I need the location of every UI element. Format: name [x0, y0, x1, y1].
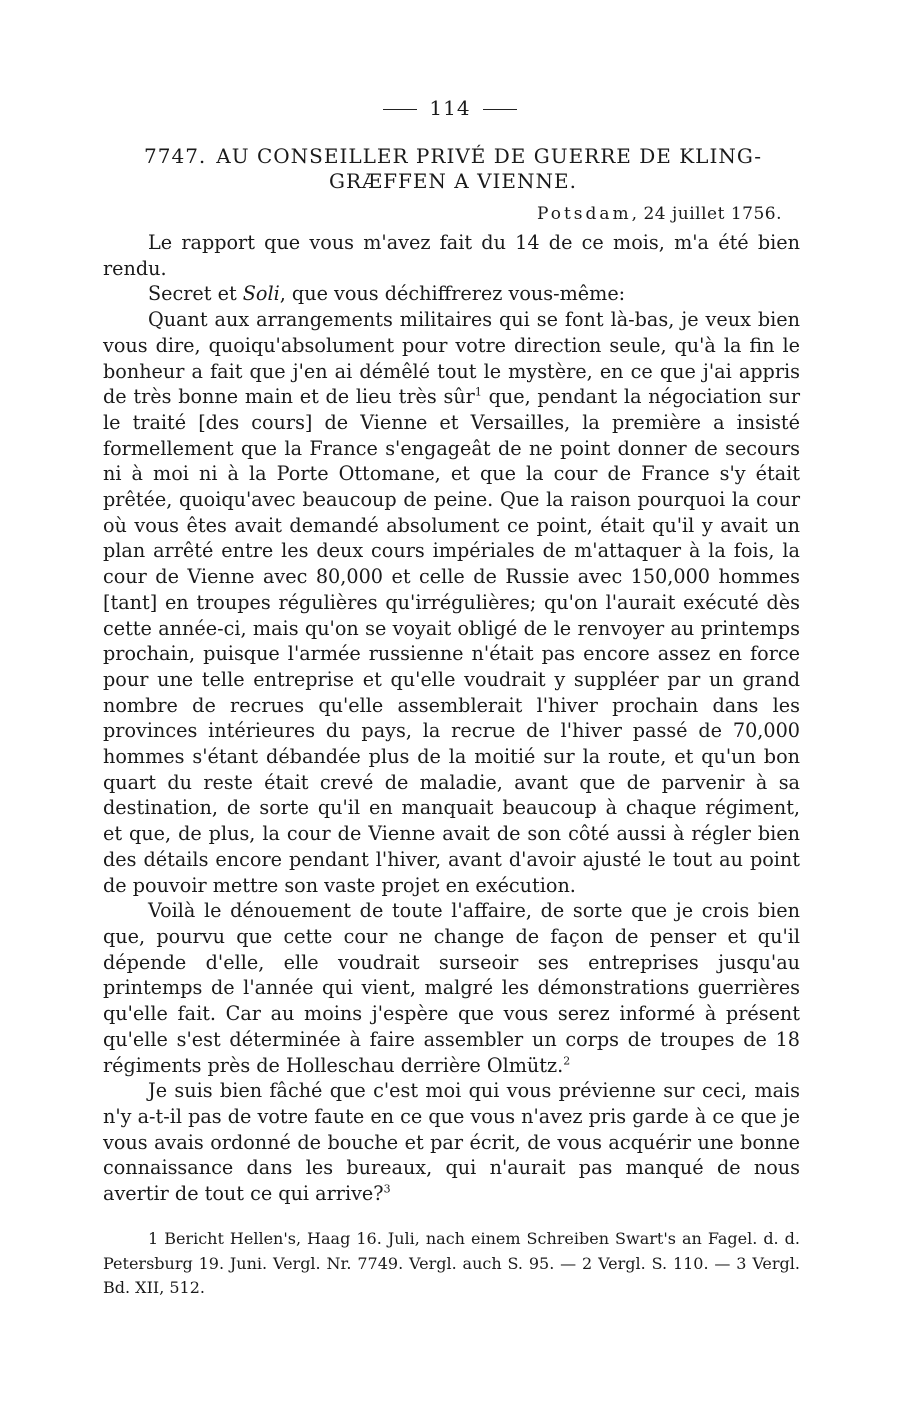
paragraph-2-italic: Soli — [242, 282, 280, 306]
footnotes — [103, 1227, 800, 1301]
paragraph-3-part-b: que, pendant la négociation sur le traité [des cours] de Vienne et Versailles, la première a insisté formellement que la France s'engageât de ne point donner de secours ni à moi ni à la Porte Ottomane, et que la cour de France s'y était prêtée, quoiqu'avec beaucoup de peine. Que la raison pourquoi la cour où vous êtes avait demandé absolument ce point, était qu'il y avait un plan arrêté entre les deux cours impériales de m'attaquer à la fois, la cour de Vienne avec 80,000 et celle de Russie avec 150,000 hommes [tant] en troupes régulières qu'irrégulières; qu'on l'aurait exécuté dès cette année-ci, mais qu'on se voyait obligé de le renvoyer au printemps prochain, puisque l'armée russienne n'était pas encore assez en force pour une telle entreprise et qu'elle voudrait y suppléer par un grand nombre de recrues qu'elle assemblerait l'hiver prochain dans les provinces intérieures du pays, la recrue de l'hiver passé de 70,000 hommes s'étant débandée plus de la moitié sur la route, et qu'un bon quart du reste était crevé de maladie, avant que de parvenir à sa destination, de sorte qu'il en manquait beaucoup à chaque régiment, et que, de plus, la cour de Vienne avait de son côté aussi à régler bien des détails encore pendant l'hiver, avant d'avoir ajusté le tout au point de pouvoir mettre son vaste projet en exécution. — [103, 385, 800, 897]
letter-number: 7747. — [144, 144, 207, 168]
page-number-text: 114 — [429, 96, 471, 120]
paragraph-5 — [103, 1078, 800, 1207]
footnote-ref-3: 3 — [383, 1182, 391, 1196]
dash-left — [383, 109, 417, 110]
footnote-text: 1 Bericht Hellen's, Haag 16. Juli, nach einem Schreiben Swart's an Fagel. d. d. Petersburg 19. Juni. Vergl. Nr. 7749. Vergl. auch S. 95. — 2 Vergl. S. 110. — 3 Vergl. Bd. XII, 512. — [103, 1229, 800, 1297]
dateline-date: , 24 juillet 1756. — [631, 204, 782, 224]
page-number — [0, 96, 900, 120]
paragraph-2 — [103, 281, 800, 307]
paragraph-5-text: Je suis bien fâché que c'est moi qui vous prévienne sur ceci, mais n'y a-t-il pas de votre faute en ce que vous n'avez pris garde à ce que je vous avais ordonné de bouche et par écrit, de vous acquérir une bonne connaissance dans les bureaux, qui n'aurait pas manqué de nous avertir de tout ce qui arrive? — [103, 1079, 800, 1206]
dash-right — [483, 109, 517, 110]
footnote-ref-2: 2 — [563, 1054, 571, 1068]
paragraph-4 — [103, 898, 800, 1078]
letter-heading — [128, 144, 778, 194]
paragraph-3 — [103, 307, 800, 898]
letter-title: AU CONSEILLER PRIVÉ DE GUERRE DE KLING- GRÆFFEN A VIENNE. — [216, 144, 762, 193]
paragraph-1: Le rapport que vous m'avez fait du 14 de ce mois, m'a été bien rendu. — [103, 231, 800, 280]
letter-body — [103, 230, 800, 1207]
paragraph-2-start: Secret et — [148, 282, 243, 306]
dateline — [537, 204, 782, 224]
dateline-place: Potsdam — [536, 204, 632, 224]
paragraph-3-part-a: Quant aux arrangements militaires qui se font là-bas, je veux bien vous dire, quoiqu'absolument pour votre direction seule, qu'à la fin le bonheur a fait que j'en ai démêlé tout le mystère, en ce que j'ai appris de très bonne main et de lieu très sûr — [103, 308, 800, 409]
footnote-ref-1: 1 — [474, 385, 482, 399]
paragraph-2-end: , que vous déchiffrerez vous-même: — [279, 282, 626, 306]
paragraph-4-text: Voilà le dénouement de toute l'affaire, de sorte que je crois bien que, pourvu que cette cour ne change de façon de penser et qu'il dépende d'elle, elle voudrait surseoir ses entreprises jusqu'au printemps de l'année qui vient, malgré les démonstrations guerrières qu'elle fait. Car au moins j'espère que vous serez informé à présent qu'elle s'est déterminée à faire assembler un corps de troupes de 18 régiments près de Holleschau derrière Olmütz. — [103, 899, 800, 1077]
